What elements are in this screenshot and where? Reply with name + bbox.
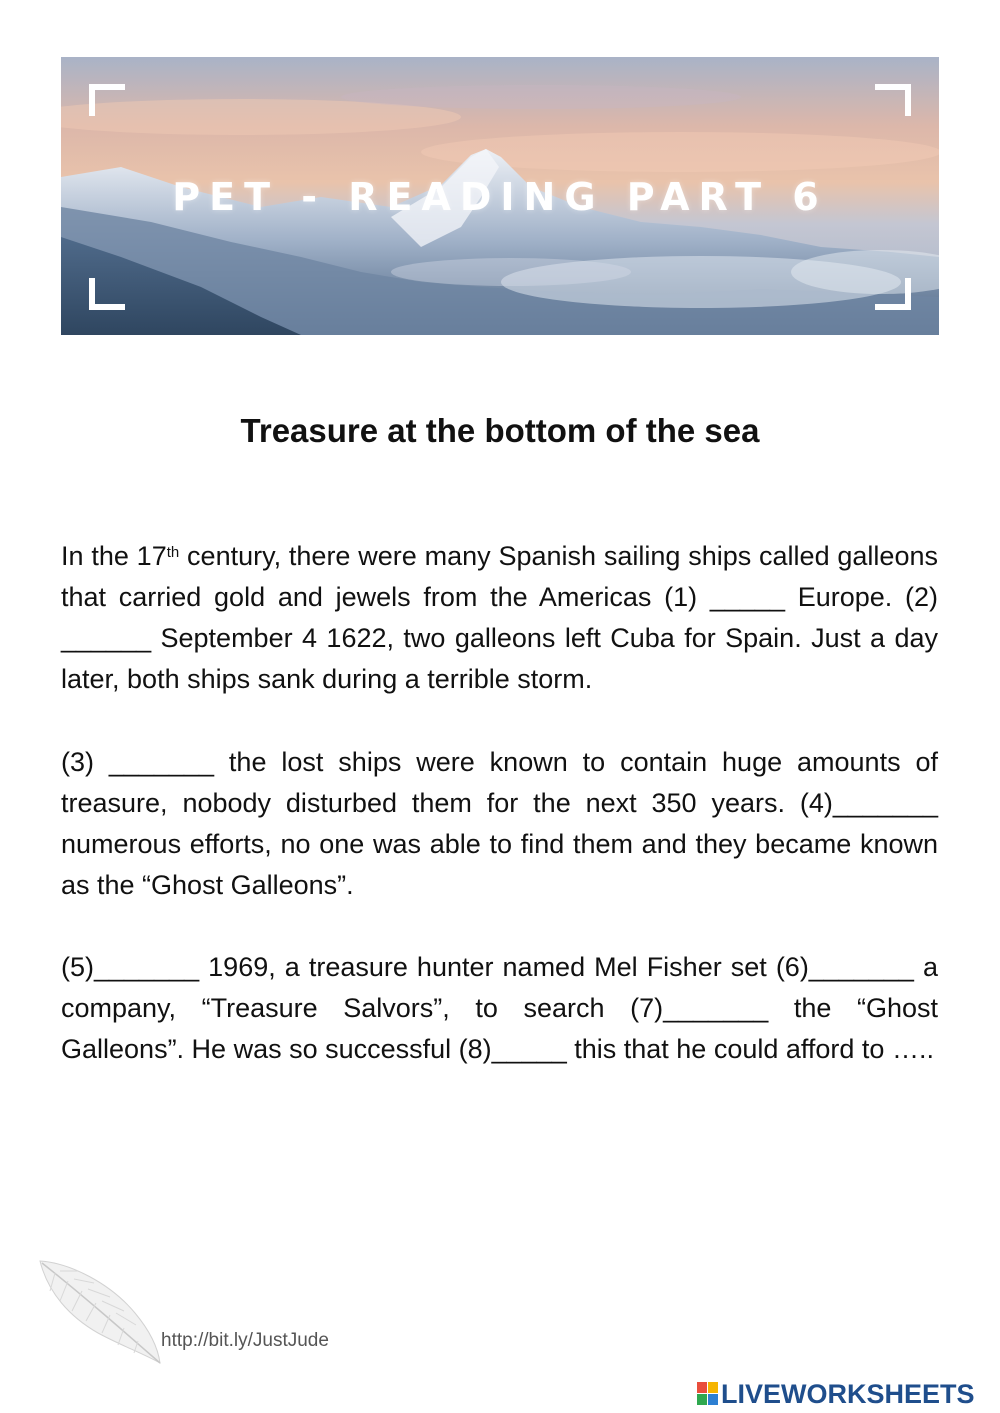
- banner-title: PET - READING PART 6: [172, 175, 828, 219]
- ordinal-superscript: th: [166, 544, 180, 561]
- footer-link[interactable]: http://bit.ly/JustJude: [161, 1330, 329, 1351]
- corner-bracket-top-right: [875, 84, 911, 116]
- liveworksheets-icon: [697, 1382, 719, 1406]
- paragraph-3: (5)_______ 1969, a treasure hunter named Mel Fisher set (6)_______ a company, “Treasure Salvors”, to search (7)_______ the “Ghost Galleons”. He was so successful (8)_____ this that he could afford to …..: [61, 952, 938, 1064]
- corner-bracket-bottom-left: [89, 278, 125, 310]
- paragraph-1-rest: century, there were many Spanish sailing ships called galleons that carried gold and jewels from the Americas (1) _____ Europe. (2) ______ September 4 1622, two galleons left Cuba for Spain. Just a day later, both ships sank during a terrible storm.: [61, 541, 938, 694]
- paragraph-1: [61, 536, 938, 700]
- paragraph-2: (3) _______ the lost ships were known to contain huge amounts of treasure, nobody disturbed them for the next 350 years. (4)_______ numerous efforts, no one was able to find them and they became known as the “Ghost Galleons”.: [61, 747, 938, 900]
- corner-bracket-top-left: [89, 84, 125, 116]
- liveworksheets-brand-text: LIVEWORKSHEETS: [721, 1378, 975, 1409]
- document-title: Treasure at the bottom of the sea: [240, 412, 760, 449]
- liveworksheets-logo[interactable]: [697, 1378, 975, 1410]
- header-banner: [61, 57, 939, 335]
- feather-icon: [30, 1253, 170, 1368]
- corner-bracket-bottom-right: [875, 278, 911, 310]
- paragraph-1-start: In the 17: [61, 541, 167, 571]
